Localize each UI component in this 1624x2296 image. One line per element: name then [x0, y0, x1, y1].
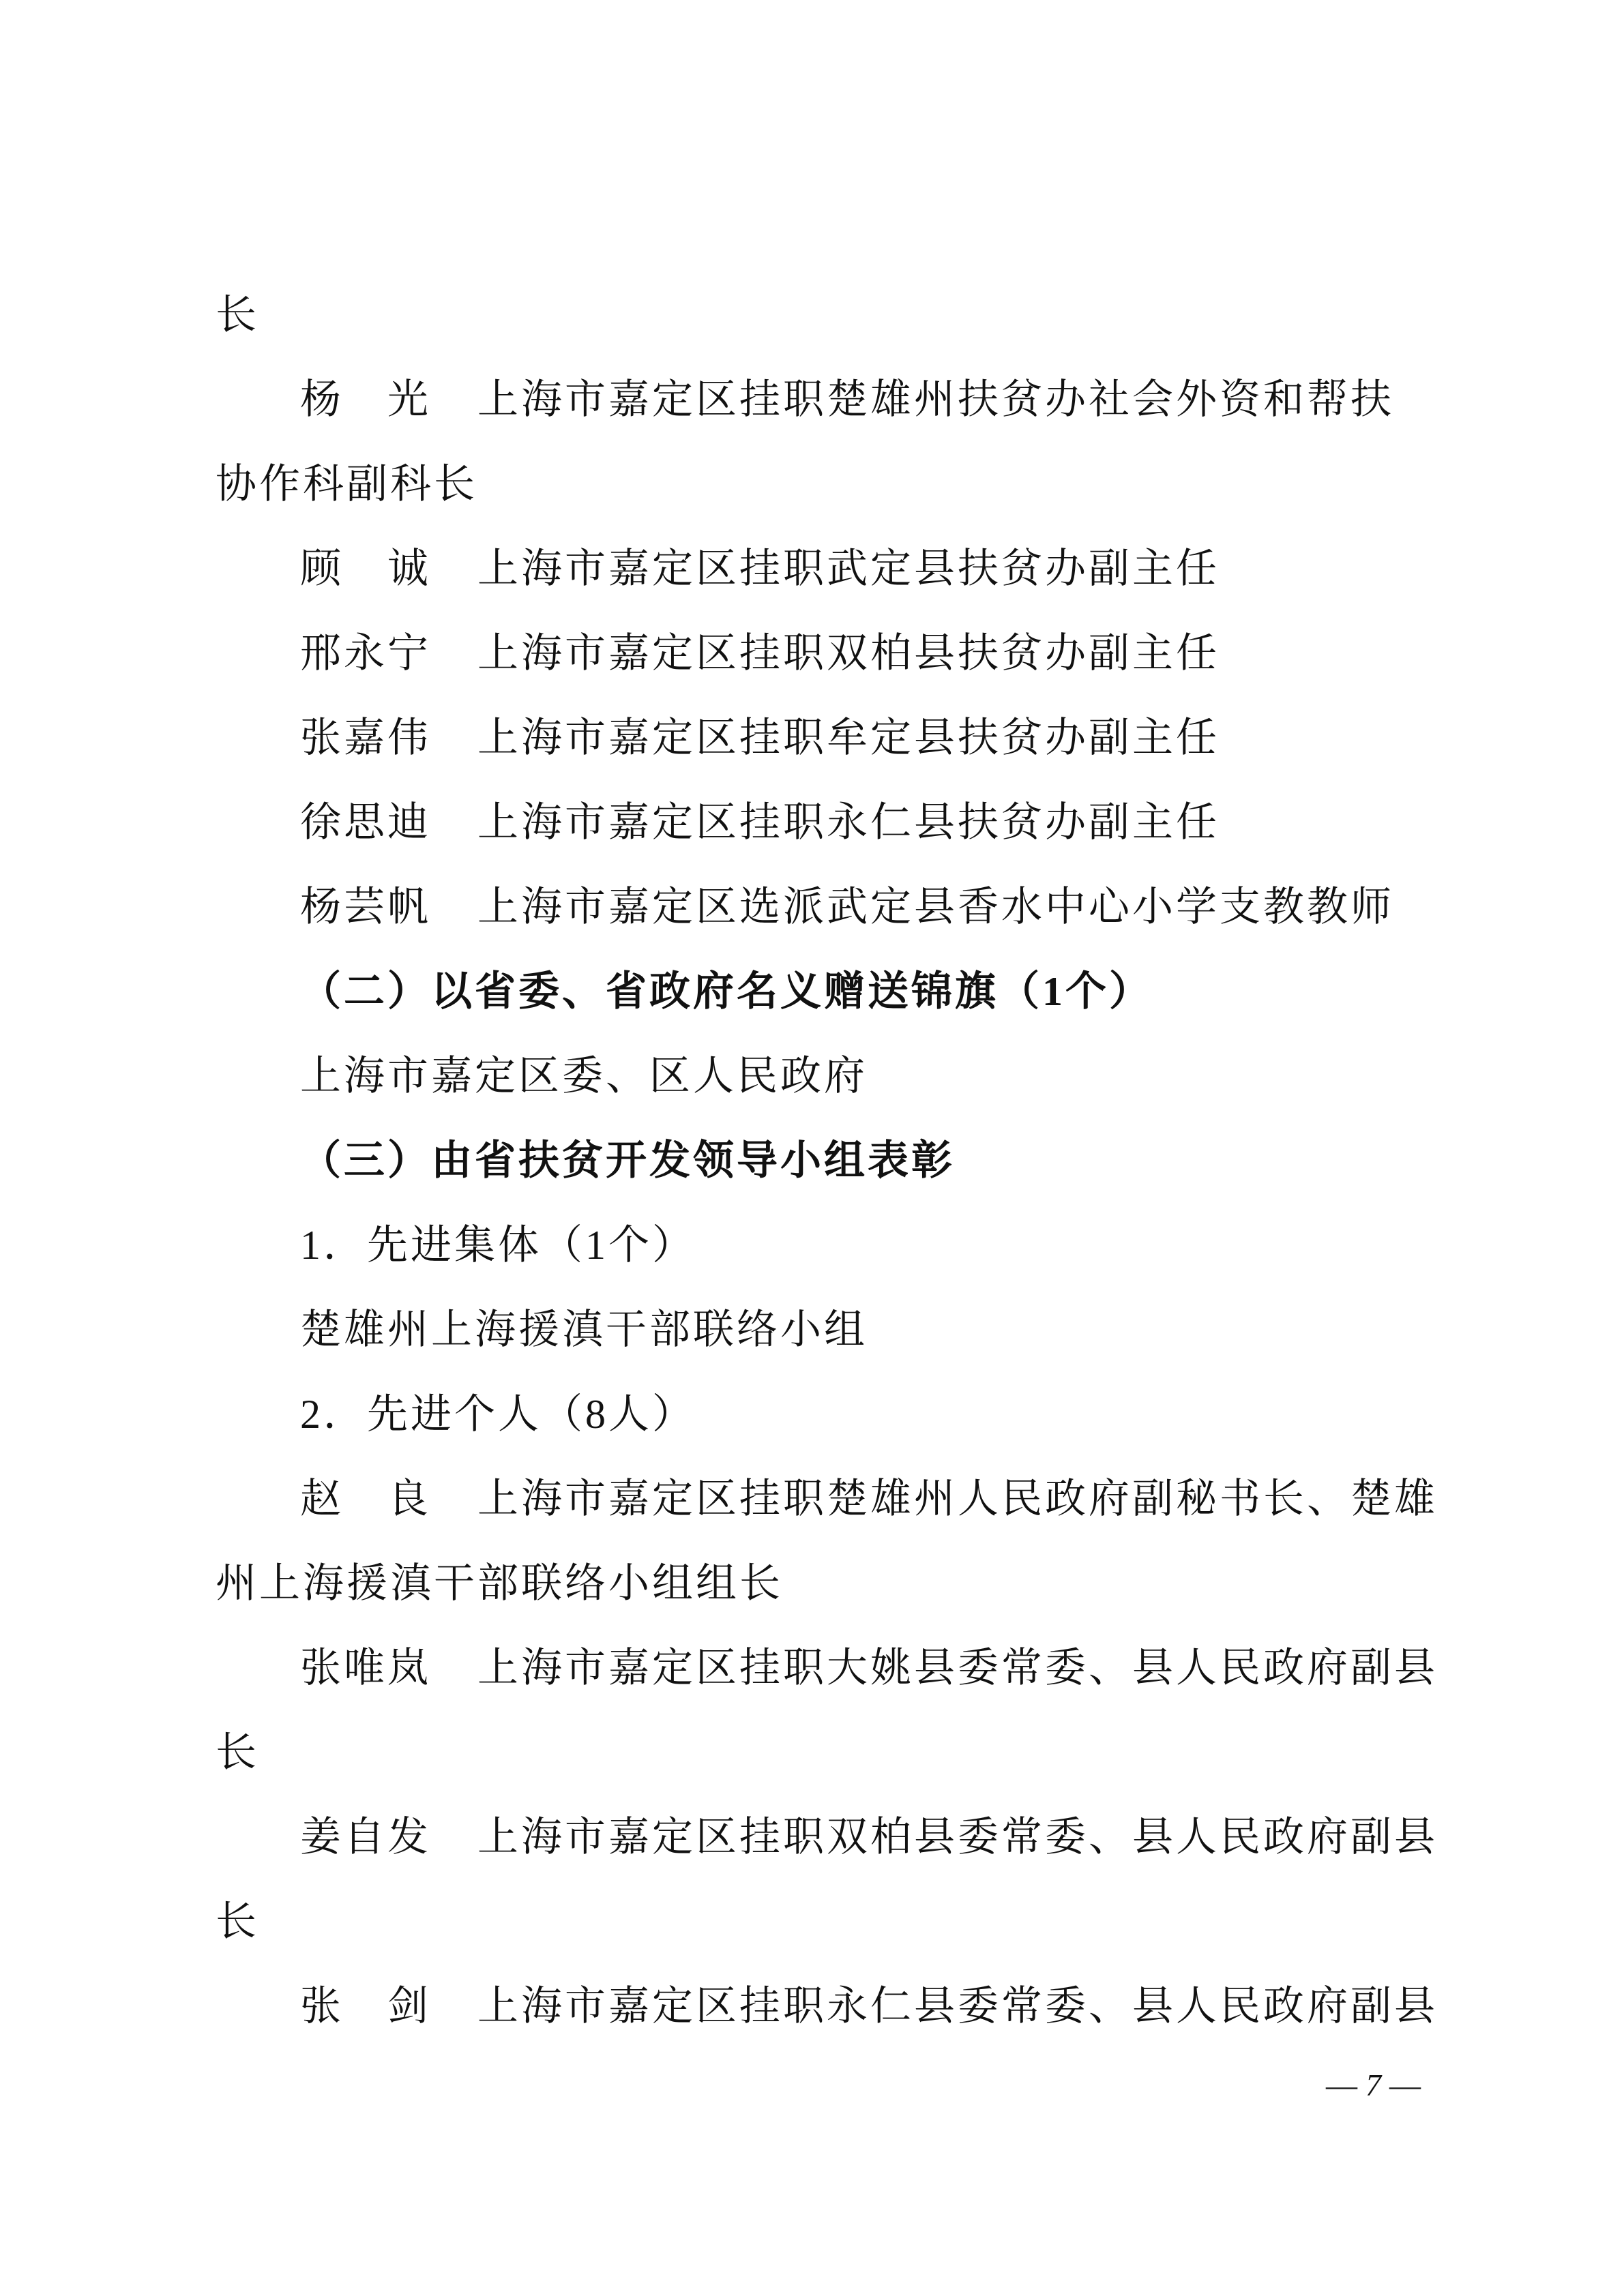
person-title: 上海市嘉定区挂职双柏县委常委、县人民政府副县	[477, 1815, 1438, 1860]
wrapped-text-line: 州上海援滇干部联络小组组长	[216, 1561, 783, 1606]
paragraph-line: 2．先进个人（8人）	[300, 1392, 696, 1437]
person-name: 张唯岚	[300, 1645, 431, 1690]
document-body	[216, 273, 1511, 2048]
person-title: 上海市嘉定区挂职永仁县委常委、县人民政府副县	[477, 1984, 1438, 2029]
person-name: 张嘉伟	[300, 715, 431, 760]
person-entry-line	[216, 526, 1511, 611]
person-name: 顾 诚	[300, 546, 431, 591]
wrapped-text-line: 长	[216, 1730, 259, 1775]
person-name: 赵 良	[300, 1476, 431, 1521]
person-entry-line	[216, 1626, 1511, 1710]
person-title: 上海市嘉定区挂职永仁县扶贫办副主任	[477, 800, 1220, 845]
paragraph-line: 1．先进集体（1个）	[300, 1223, 696, 1268]
person-entry-line	[216, 780, 1511, 865]
person-entry-line	[216, 611, 1511, 696]
person-entry-line	[216, 1457, 1511, 1541]
person-title: 上海市嘉定区挂职武定县扶贫办副主任	[477, 546, 1220, 591]
person-name: 邢永宁	[300, 631, 431, 676]
person-title: 上海市嘉定区挂职双柏县扶贫办副主任	[477, 631, 1220, 676]
person-entry-line	[216, 696, 1511, 780]
person-name: 姜自发	[300, 1815, 431, 1860]
person-title: 上海市嘉定区挂职楚雄州扶贫办社会外资和帮扶	[477, 377, 1394, 422]
section-heading-line: （三）由省扶贫开发领导小组表彰	[300, 1138, 955, 1183]
page-number-left-dash: —	[1326, 2068, 1359, 2102]
page-number-value: 7	[1365, 2068, 1383, 2102]
page-number-right-dash: —	[1389, 2068, 1422, 2102]
person-name: 张 剑	[300, 1984, 431, 2029]
wrapped-text-line: 长	[216, 1899, 259, 1944]
person-name: 杨芸帆	[300, 884, 431, 929]
person-entry-line	[216, 1964, 1511, 2048]
wrapped-text-line: 长	[216, 293, 259, 338]
person-title: 上海市嘉定区挂职大姚县委常委、县人民政府副县	[477, 1645, 1438, 1690]
person-entry-line	[216, 865, 1511, 949]
person-entry-line	[216, 1795, 1511, 1879]
person-name: 徐思迪	[300, 800, 431, 845]
person-title: 上海市嘉定区选派武定县香水中心小学支教教师	[477, 884, 1394, 929]
section-heading-line: （二）以省委、省政府名义赠送锦旗（1个）	[300, 969, 1153, 1014]
person-title: 上海市嘉定区挂职牟定县扶贫办副主任	[477, 715, 1220, 760]
page-number	[1326, 2065, 1422, 2106]
person-entry-line	[216, 357, 1511, 442]
paragraph-line: 上海市嘉定区委、区人民政府	[300, 1054, 868, 1099]
person-name: 杨 光	[300, 377, 431, 422]
paragraph-line: 楚雄州上海援滇干部联络小组	[300, 1307, 868, 1352]
wrapped-text-line: 协作科副科长	[216, 462, 477, 507]
person-title: 上海市嘉定区挂职楚雄州人民政府副秘书长、楚雄	[477, 1476, 1438, 1521]
